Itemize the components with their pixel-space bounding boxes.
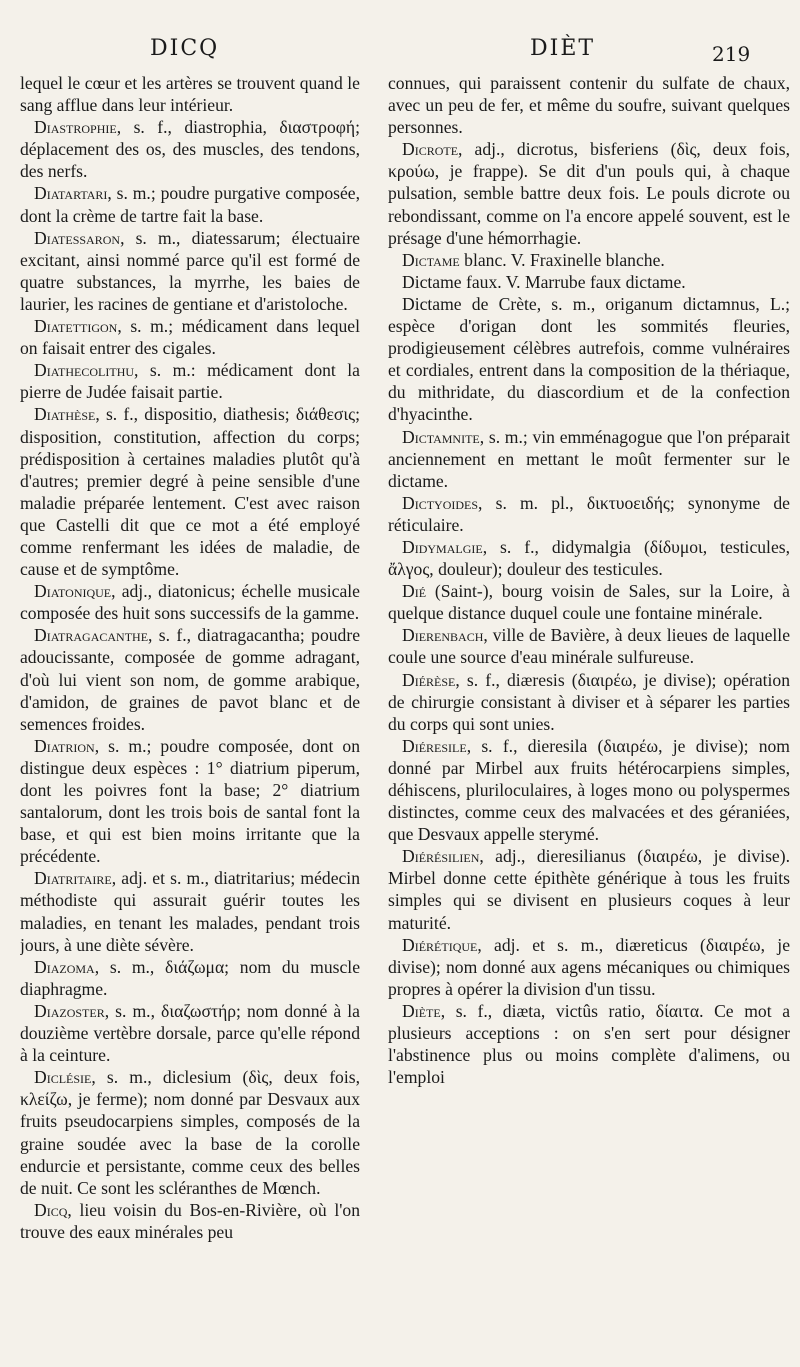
- dictionary-entry: Dicrote, adj., dicrotus, bisferiens (δὶς, deux fois, κρούω, je frappe). Se dit d'un pouls qui, à chaque pulsation, semble battre deux fois. Le pouls dicrote ou rebondissant, comme on l'a encore appelé souvent, est le présage d'une hémorrhagie.: [388, 139, 790, 248]
- dictionary-entry: connues, qui paraissent contenir du sulfate de chaux, avec un peu de fer, et même du soufre, suivant quelques personnes.: [388, 73, 790, 138]
- dictionary-entry: Dié (Saint-), bourg voisin de Sales, sur la Loire, à quelque distance duquel coule une fontaine minérale.: [388, 581, 790, 624]
- page-number: 219: [712, 42, 751, 66]
- right-column: [388, 72, 790, 1351]
- dictionary-entry: Diclésie, s. m., diclesium (δὶς, deux fois, κλείζω, je ferme); nom donné par Desvaux aux fruits pseudocarpiens simples, composés de la graine soudée avec la base de la corolle endurcie et persistante, comme ceux des belles de nuit. Ce sont les scléranthes de Mœnch.: [20, 1067, 360, 1198]
- dictionary-entry: Diatragacanthe, s. f., diatragacantha; poudre adoucissante, composée de gomme adragant, d'où lui vient son nom, de gomme arabique, d'amidon, de graines de pavot blanc et de semences froides.: [20, 625, 360, 734]
- dictionary-entry: Dierenbach, ville de Bavière, à deux lieues de laquelle coule une source d'eau minérale sulfureuse.: [388, 625, 790, 668]
- dictionary-entry: Diastrophie, s. f., diastrophia, διαστροφή; déplacement des os, des muscles, des tendons, des nerfs.: [20, 117, 360, 182]
- dictionary-entry: Dictame blanc. V. Fraxinelle blanche.: [402, 249, 665, 270]
- dictionary-entry: Diatonique, adj., diatonicus; échelle musicale composée des huit sons successifs de la gamme.: [20, 581, 360, 624]
- dictionary-entry: Diathèse, s. f., dispositio, diathesis; διάθεσις; disposition, constitution, affection du corps; prédisposition à certaines maladies plutôt qu'à d'autres; premier degré à peine sensible d'une maladie préparée lentement. C'est avec raison que Castelli dit que ce mot a été employé comme renfermant les idées de maladie, de cause et de symptôme.: [20, 404, 360, 580]
- dictionary-entry: Diérésilien, adj., dieresilianus (διαιρέω, je divise). Mirbel donne cette épithète générique à tous les fruits simples qui se divisent en plusieurs coques à leur maturité.: [388, 846, 790, 933]
- dictionary-entry: Dictame de Crète, s. m., origanum dictamnus, L.; espèce d'origan dont les sommités fleuries, prodigieusement célèbres autrefois, comme vulnéraires et cordiales, entrent dans la composition de la thériaque, du mithridate, du diascordium et de la confection d'hyacinthe.: [388, 293, 790, 425]
- dictionary-entry: Didymalgie, s. f., didymalgia (δίδυμοι, testicules, ἄλγος, douleur); douleur des testicules.: [388, 536, 790, 580]
- dictionary-entry: Diathecolithu, s. m.: médicament dont la pierre de Judée faisait partie.: [20, 360, 360, 403]
- dictionary-entry: lequel le cœur et les artères se trouvent quand le sang afflue dans leur intérieur.: [20, 73, 360, 116]
- dictionary-entry: Diatettigon, s. m.; médicament dans lequel on faisait entrer des cigales.: [20, 316, 360, 359]
- dictionary-entry: Diatrion, s. m.; poudre composée, dont on distingue deux espèces : 1° diatrium piperum, dont les poivres font la base; 2° diatrium santalorum, dont les trois bois de santal font la base, et qui est bien moins irritante que la précédente.: [20, 735, 360, 867]
- dictionary-entry: Diérétique, adj. et s. m., diæreticus (διαιρέω, je divise); nom donné aux agens mécaniques ou chimiques propres à opérer la division d'un tissu.: [388, 934, 790, 999]
- page-header: [0, 30, 800, 70]
- dictionary-entry: Diazoster, s. m., διαζωστήρ; nom donné à la douzième vertèbre dorsale, parce qu'elle répond à la ceinture.: [20, 1000, 360, 1066]
- running-head-right: DIÈT: [530, 36, 596, 61]
- dictionary-entry: Dictyoides, s. m. pl., δικτυοειδής; synonyme de réticulaire.: [388, 492, 790, 535]
- dictionary-entry: Diatessaron, s. m., diatessarum; électuaire excitant, ainsi nommé parce qu'il est formé de quatre substances, la myrrhe, les baies de laurier, les racines de gentiane et d'aristoloche.: [20, 227, 360, 314]
- dictionary-entry: Diatartari, s. m.; poudre purgative composée, dont la crème de tartre fait la base.: [20, 183, 360, 226]
- dictionary-entry: Dictame faux. V. Marrube faux dictame.: [402, 271, 686, 292]
- dictionary-entry: Diérèse, s. f., diæresis (διαιρέω, je divise); opération de chirurgie consistant à diviser et à séparer les parties du corps qui sont unies.: [388, 669, 790, 734]
- dictionary-entry: Diète, s. f., diæta, victûs ratio, δίαιτα. Ce mot a plusieurs acceptions : on s'en sert pour désigner l'abstinence plus ou moins complète d'alimens, ou l'emploi: [388, 1000, 790, 1088]
- dictionary-entry: Dicq, lieu voisin du Bos-en-Rivière, où l'on trouve des eaux minérales peu: [20, 1199, 360, 1242]
- running-head-left: DICQ: [150, 36, 220, 61]
- dictionary-entry: Diazoma, s. m., διάζωμα; nom du muscle diaphragme.: [20, 956, 360, 999]
- dictionary-entry: Diatritaire, adj. et s. m., diatritarius; médecin méthodiste qui assurait guérir toutes les maladies, en tenant les malades, pendant trois jours, à une diète sévère.: [20, 868, 360, 955]
- left-column: [20, 72, 360, 1351]
- dictionary-entry: Diéresile, s. f., dieresila (διαιρέω, je divise); nom donné par Mirbel aux fruits hétérocarpiens simples, déhiscens, pluriloculaires, à loges mono ou polyspermes distinctes, comme ceux des malvacées et des géraniées, que Desvaux appelle sterymé.: [388, 735, 790, 845]
- dictionary-entry: Dictamnite, s. m.; vin emménagogue que l'on préparait anciennement en mettant le moût fermenter sur le dictame.: [388, 426, 790, 491]
